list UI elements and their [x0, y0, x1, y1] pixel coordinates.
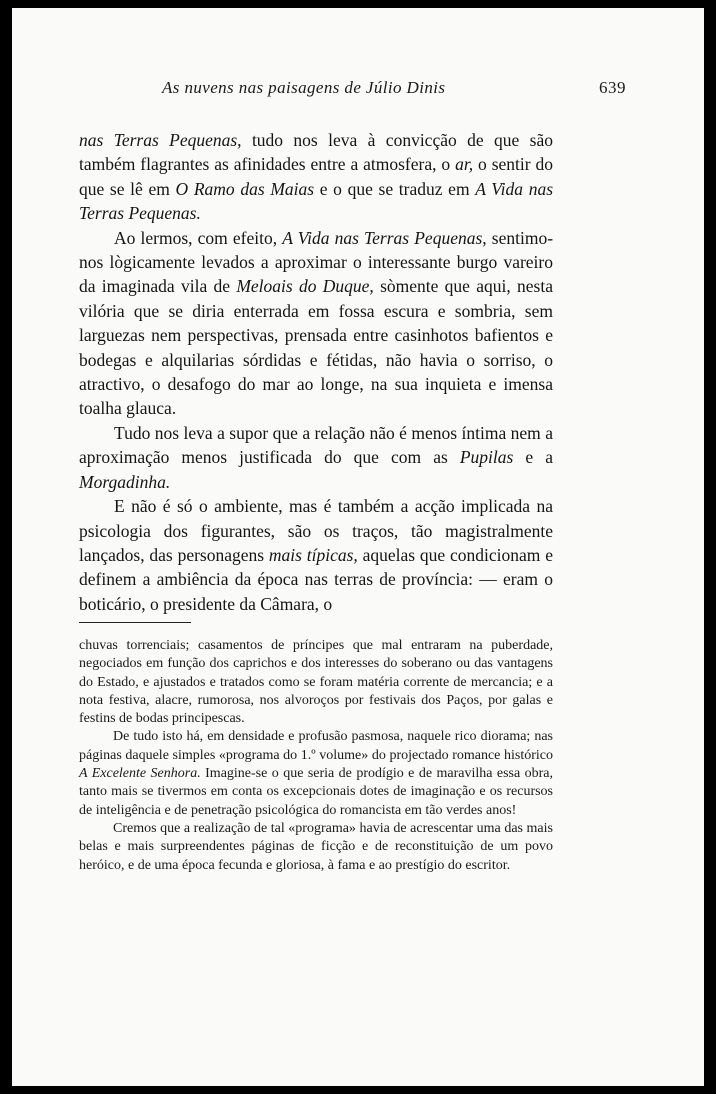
- emphasis: O Ramo das Maias: [175, 178, 315, 199]
- footnote: [79, 637, 553, 875]
- footnote-paragraph-1: chuvas torrenciais; casamentos de príncipes que mal entraram na puberdade, negociados em função dos caprichos e dos interesses do soberano ou das vantagens do Estado, e ajustados e tratados como se foram matéria corrente de mercancia; e a nota festiva, alacre, rumorosa, nos alvoroços por festivais dos Paços, por galas e festins de bodas principescas.: [79, 638, 553, 727]
- emphasis: nas Terras Pequenas,: [79, 130, 242, 150]
- paragraph-2: Ao lermos, com efeito, A Vida nas Terras Pequenas, sentimo-nos lògicamente levados a aproximar o interessante burgo vareiro da imaginada vila de Meloais do Duque, sòmente que aqui, nesta vilória que se diria enterrada em fossa escura e sombria, sem larguezas nem perspectivas, prensada entre casinhotos bafientos e bodegas e alquilarias sórdidas e fétidas, não havia o sorriso, o atractivo, o desafogo do mar ao longe, na sua inquieta e imensa toalha glauca.: [79, 227, 554, 419]
- emphasis: mais típicas,: [268, 544, 358, 565]
- emphasis: Morgadinha.: [79, 471, 171, 492]
- emphasis: Meloais do Duque,: [236, 276, 374, 297]
- running-title: As nuvens nas paisagens de Júlio Dinis: [162, 78, 446, 97]
- paragraph-4: E não é só o ambiente, mas é também a acção implicada na psicologia dos figurantes, são os traços, tão magistralmente lançados, das personagens mais típicas, aquelas que condicionam e definem a ambiência da época nas terras de província: — eram o boticário, o presidente da Câmara, o: [79, 496, 553, 614]
- emphasis: ar,: [455, 154, 474, 175]
- footnote-divider: [79, 622, 191, 623]
- paragraph-3: Tudo nos leva a supor que a relação não é menos íntima nem a aproximação menos justificada do que com as Pupilas e a Morgadinha.: [79, 422, 553, 492]
- body-text: [79, 128, 553, 616]
- emphasis: A Excelente Senhora.: [79, 766, 201, 782]
- page-number: 639: [599, 78, 626, 97]
- emphasis: Pupilas: [459, 447, 514, 468]
- emphasis: A Vida nas Terras Pequenas.: [79, 178, 554, 224]
- footnote-paragraph-2: De tudo isto há, em densidade e profusão pasmosa, naquele rico diorama; nas páginas daquele simples «programa do 1.º volume» do projectado romance histórico A Excelente Senhora. Imagine-se o que seria de prodígio e de maravilha essa obra, tanto mais se tivermos em conta os excepcionais dotes de imaginação e os recursos de inteligência e de penetração psicológica do romancista em tão verdes anos!: [79, 729, 553, 818]
- book-page: [12, 8, 704, 1086]
- footnote-paragraph-3: Cremos que a realização de tal «programa» havia de acrescentar uma das mais belas e mais surpreendentes páginas de ficção e de reconstituição de um povo heróico, e de uma época fecunda e gloriosa, à fama e ao prestígio do escritor.: [79, 820, 553, 873]
- paragraph-1: nas Terras Pequenas, tudo nos leva à convicção de que são também flagrantes as afinidades entre a atmosfera, o ar, o sentir do que se lê em O Ramo das Maias e o que se traduz em A Vida nas Terras Pequenas.: [79, 130, 554, 224]
- emphasis: A Vida nas Terras Pequenas,: [282, 227, 487, 248]
